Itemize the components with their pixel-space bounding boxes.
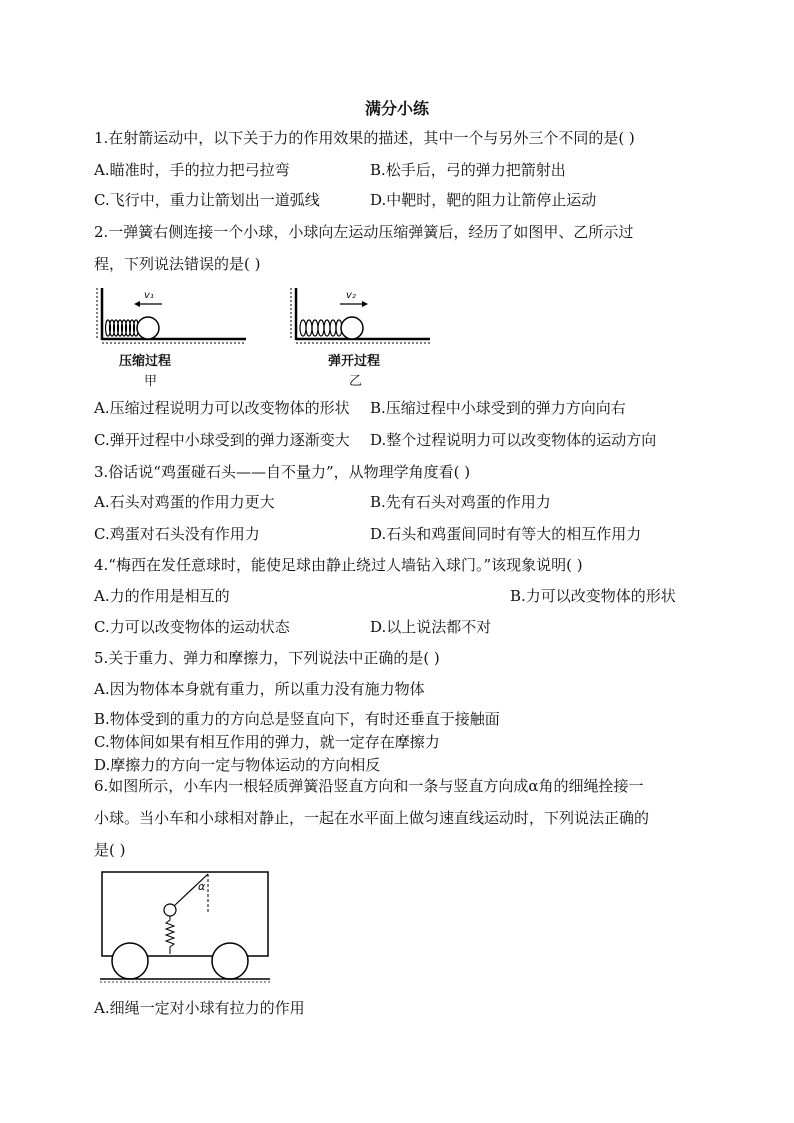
question-1-option-a: A.瞄准时，手的拉力把弓拉弯 xyxy=(94,161,290,179)
release-caption: 弹开过程 xyxy=(328,354,381,369)
question-5-option-c: C.物体间如果有相互作用的弹力，就一定存在摩擦力 xyxy=(94,733,440,751)
question-3-option-d: D.石头和鸡蛋间同时有等大的相互作用力 xyxy=(370,525,642,543)
question-6-stem-line-2: 小球。当小车和小球相对静止，一起在水平面上做匀速直线运动时，下列说法正确的 xyxy=(94,809,650,827)
velocity-v1-label: v₁ xyxy=(144,290,154,301)
question-2-stem-line-1: 2.一弹簧右侧连接一个小球，小球向左运动压缩弹簧后，经历了如图甲、乙所示过 xyxy=(94,223,634,241)
question-5-stem: 5.关于重力、弹力和摩擦力，下列说法中正确的是( ) xyxy=(94,649,440,667)
question-2-option-c: C.弹开过程中小球受到的弹力逐渐变大 xyxy=(94,431,350,449)
question-6-option-a: A.细绳一定对小球有拉力的作用 xyxy=(94,999,305,1017)
question-6-stem-line-3: 是( ) xyxy=(94,841,126,859)
figure-label-yi: 乙 xyxy=(349,374,363,389)
question-4-option-c: C.力可以改变物体的运动状态 xyxy=(94,618,290,636)
question-4-stem: 4.“梅西在发任意球时，能使足球由静止绕过人墙钻入球门。”该现象说明( ) xyxy=(94,556,583,574)
angle-alpha-label: α xyxy=(198,880,206,893)
question-2-option-a: A.压缩过程说明力可以改变物体的形状 xyxy=(94,399,350,417)
question-4-option-b: B.力可以改变物体的形状 xyxy=(510,587,676,605)
question-3-option-a: A.石头对鸡蛋的作用力更大 xyxy=(94,493,275,511)
spring-release-figure xyxy=(290,288,450,348)
question-5-option-a: A.因为物体本身就有重力，所以重力没有施力物体 xyxy=(94,680,425,698)
question-3-option-b: B.先有石头对鸡蛋的作用力 xyxy=(370,493,551,511)
question-2-option-b: B.压缩过程中小球受到的弹力方向向右 xyxy=(370,399,626,417)
cart-figure xyxy=(100,870,272,990)
page-title: 满分小练 xyxy=(364,99,429,118)
question-2-stem-line-2: 程，下列说法错误的是( ) xyxy=(94,255,261,273)
question-4-option-a: A.力的作用是相互的 xyxy=(94,587,230,605)
question-3-option-c: C.鸡蛋对石头没有作用力 xyxy=(94,525,260,543)
question-1-option-b: B.松手后，弓的弹力把箭射出 xyxy=(370,161,566,179)
question-6-stem-line-1: 6.如图所示，小车内一根轻质弹簧沿竖直方向和一条与竖直方向成α角的细绳拴接一 xyxy=(94,777,644,795)
question-5-option-b: B.物体受到的重力的方向总是竖直向下，有时还垂直于接触面 xyxy=(94,710,500,728)
spring-compression-figure xyxy=(96,288,256,348)
question-1-option-c: C.飞行中，重力让箭划出一道弧线 xyxy=(94,191,320,209)
question-1-stem: 1.在射箭运动中，以下关于力的作用效果的描述，其中一个与另外三个不同的是( ) xyxy=(94,129,635,147)
figure-label-jia: 甲 xyxy=(144,374,158,389)
question-3-stem: 3.俗话说“鸡蛋碰石头——自不量力”，从物理学角度看( ) xyxy=(94,463,471,481)
velocity-v2-label: v₂ xyxy=(346,290,356,301)
question-2-option-d: D.整个过程说明力可以改变物体的运动方向 xyxy=(370,431,657,449)
question-1-option-d: D.中靶时，靶的阻力让箭停止运动 xyxy=(370,191,597,209)
compression-caption: 压缩过程 xyxy=(119,354,172,369)
question-5-option-d: D.摩擦力的方向一定与物体运动的方向相反 xyxy=(94,756,381,774)
question-4-option-d: D.以上说法都不对 xyxy=(370,618,492,636)
